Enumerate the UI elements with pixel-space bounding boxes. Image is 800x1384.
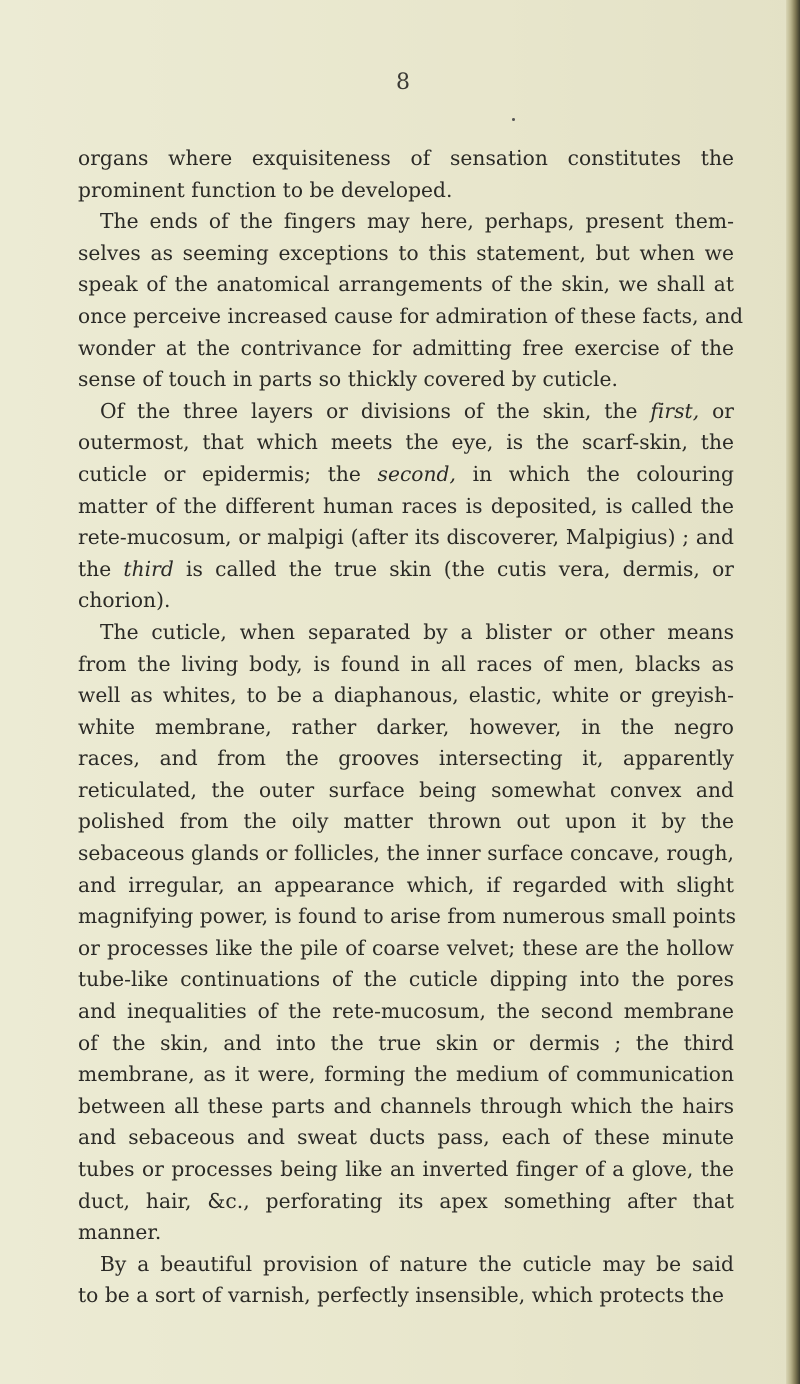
text-line: organs where exquisiteness of sensation constitutes the	[78, 146, 734, 170]
text-line: speak of the anatomical arrangements of the skin, we shall at	[78, 272, 734, 297]
italic-term: second,	[377, 461, 456, 486]
text-line: duct, hair, &c., perforating its apex something after that	[78, 1188, 734, 1213]
text-line: matter of the different human races is deposited, is called the	[78, 493, 734, 518]
italic-term: first,	[650, 398, 700, 423]
page-number: 8	[396, 70, 410, 95]
text-line: tube-like continuations of the cuticle dipping into the pores	[78, 967, 734, 992]
text-line: of the skin, and into the true skin or dermis ; the third	[78, 1030, 734, 1055]
text-line: white membrane, rather darker, however, in the negro	[78, 714, 734, 739]
text-line: membrane, as it were, forming the medium of communication	[78, 1062, 734, 1087]
text-line: selves as seeming exceptions to this statement, but when we	[78, 240, 734, 265]
print-speck	[512, 118, 515, 121]
text-line: polished from the oily matter thrown out upon it by the	[78, 809, 734, 834]
text-line: cuticle or epidermis; the second, in which the colouring	[78, 461, 734, 486]
text-line: once perceive increased cause for admiration of these facts, and	[78, 303, 744, 328]
text-line: chorion).	[78, 588, 171, 613]
text-line: tubes or processes being like an inverted finger of a glove, the	[78, 1157, 734, 1181]
text-line: and irregular, an appearance which, if regarded with slight	[78, 872, 734, 897]
text-line: By a beautiful provision of nature the cuticle may be said	[100, 1251, 734, 1276]
text-line: The ends of the fingers may here, perhaps, present them-	[100, 209, 734, 234]
body-text	[78, 143, 744, 1312]
text-line: between all these parts and channels through which the hairs	[78, 1093, 734, 1118]
text-line: Of the three layers or divisions of the skin, the first, or	[100, 398, 734, 423]
text-line: magnifying power, is found to arise from numerous small points	[78, 904, 737, 929]
text-line: wonder at the contrivance for admitting free exercise of the	[78, 335, 734, 360]
text-line: or processes like the pile of coarse velvet; these are the hollow	[78, 935, 734, 960]
text-line: and sebaceous and sweat ducts pass, each of these minute	[78, 1125, 734, 1150]
text-line: sense of touch in parts so thickly covered by cuticle.	[78, 367, 618, 392]
text-line: from the living body, is found in all races of men, blacks as	[78, 651, 734, 676]
text-line: races, and from the grooves intersecting it, apparently	[78, 746, 734, 771]
text-line: rete-mucosum, or malpigi (after its discoverer, Malpigius) ; and	[78, 525, 734, 550]
text-line: outermost, that which meets the eye, is the scarf-skin, the	[78, 430, 734, 455]
text-line: reticulated, the outer surface being somewhat convex and	[78, 777, 734, 802]
italic-term: third	[123, 556, 174, 581]
text-line: prominent function to be developed.	[78, 177, 453, 202]
text-line: the third is called the true skin (the cutis vera, dermis, or	[78, 556, 734, 581]
text-line: well as whites, to be a diaphanous, elastic, white or greyish-	[78, 683, 734, 708]
text-line: manner.	[78, 1220, 162, 1245]
text-line: and inequalities of the rete-mucosum, the second membrane	[78, 999, 734, 1024]
page-edge	[786, 0, 800, 1384]
text-line: to be a sort of varnish, perfectly insensible, which protects the	[78, 1283, 725, 1308]
text-line: The cuticle, when separated by a blister or other means	[100, 619, 734, 644]
text-line: sebaceous glands or follicles, the inner surface concave, rough,	[78, 841, 734, 866]
